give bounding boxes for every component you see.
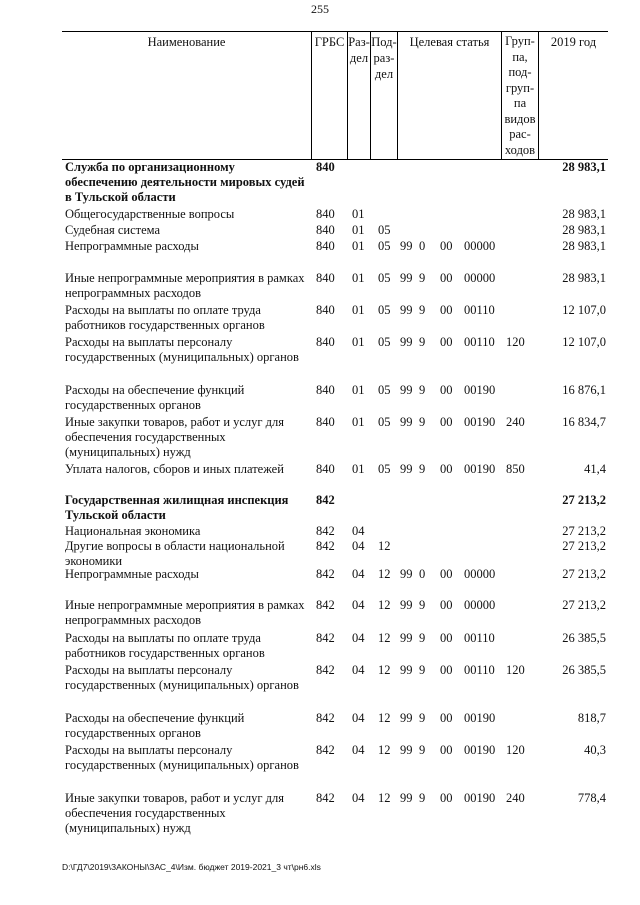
cell-b: 9	[419, 663, 426, 677]
table-row	[62, 524, 608, 539]
cell-pr: 12	[378, 711, 391, 725]
cell-d: 00000	[464, 271, 496, 285]
cell-rz: 01	[352, 462, 365, 476]
cell-grbs: 842	[316, 743, 335, 757]
cell-sum: 818,7	[577, 711, 606, 725]
cell-v: 240	[506, 415, 525, 429]
row-name: Иные закупки товаров, работ и услуг для обеспечения государственных (муниципальных) нужд	[65, 415, 285, 459]
cell-sum: 27 213,2	[562, 524, 606, 538]
cell-a: 99	[400, 663, 413, 677]
cell-rz: 01	[352, 271, 365, 285]
cell-rz: 01	[352, 383, 365, 397]
cell-b: 9	[419, 743, 426, 757]
cell-d: 00190	[464, 383, 496, 397]
cell-b: 9	[419, 383, 426, 397]
cell-pr: 05	[378, 335, 391, 349]
cell-sum: 40,3	[584, 743, 606, 757]
cell-grbs: 840	[316, 335, 335, 349]
header-grbs: ГРБС	[312, 32, 348, 159]
cell-sum: 26 385,5	[562, 631, 606, 645]
cell-rz: 04	[352, 567, 365, 581]
cell-a: 99	[400, 383, 413, 397]
cell-grbs: 842	[316, 493, 335, 507]
cell-c: 00	[440, 663, 453, 677]
cell-d: 00190	[464, 743, 496, 757]
row-name: Иные непрограммные мероприятия в рамках непрограммных расходов	[65, 598, 305, 627]
cell-b: 9	[419, 335, 426, 349]
row-name: Общегосударственные вопросы	[65, 207, 235, 221]
cell-grbs: 842	[316, 711, 335, 725]
cell-c: 00	[440, 271, 453, 285]
cell-pr: 05	[378, 223, 391, 237]
cell-a: 99	[400, 598, 413, 612]
cell-grbs: 842	[316, 791, 335, 805]
cell-b: 9	[419, 791, 426, 805]
cell-b: 9	[419, 271, 426, 285]
cell-rz: 04	[352, 743, 365, 757]
cell-pr: 12	[378, 539, 391, 553]
table-row	[62, 631, 608, 663]
row-name: Расходы на выплаты персоналу государственных (муниципальных) органов	[65, 335, 299, 364]
header-name: Наименование	[62, 32, 312, 159]
header-razdel: Раз- дел	[348, 32, 371, 159]
cell-sum: 28 983,1	[562, 223, 606, 237]
cell-sum: 41,4	[584, 462, 606, 476]
cell-grbs: 840	[316, 303, 335, 317]
header-target: Целевая статья	[398, 32, 502, 159]
table-row	[62, 160, 608, 207]
cell-pr: 05	[378, 239, 391, 253]
cell-sum: 12 107,0	[562, 335, 606, 349]
header-year: 2019 год	[550, 35, 597, 49]
cell-sum: 16 876,1	[562, 383, 606, 397]
cell-sum: 27 213,2	[562, 567, 606, 581]
cell-sum: 16 834,7	[562, 415, 606, 429]
cell-grbs: 842	[316, 524, 335, 538]
cell-pr: 12	[378, 791, 391, 805]
row-name: Расходы на обеспечение функций государственных органов	[65, 383, 245, 412]
cell-a: 99	[400, 462, 413, 476]
cell-pr: 05	[378, 462, 391, 476]
cell-a: 99	[400, 415, 413, 429]
row-name: Расходы на обеспечение функций государственных органов	[65, 711, 245, 740]
cell-v: 240	[506, 791, 525, 805]
cell-grbs: 840	[316, 160, 335, 174]
cell-grbs: 842	[316, 663, 335, 677]
cell-pr: 12	[378, 631, 391, 645]
cell-d: 00190	[464, 791, 496, 805]
table-row	[62, 539, 608, 567]
cell-sum: 28 983,1	[562, 207, 606, 221]
table-row	[62, 711, 608, 743]
cell-rz: 01	[352, 207, 365, 221]
cell-a: 99	[400, 303, 413, 317]
header-vid: Груп- па, под- груп- па видов рас- ходов	[502, 32, 539, 159]
cell-pr: 12	[378, 663, 391, 677]
table-header	[62, 31, 608, 160]
row-name: Уплата налогов, сборов и иных платежей	[65, 462, 284, 476]
cell-c: 00	[440, 462, 453, 476]
cell-grbs: 842	[316, 567, 335, 581]
cell-a: 99	[400, 743, 413, 757]
cell-c: 00	[440, 791, 453, 805]
table-row	[62, 239, 608, 271]
table-row	[62, 493, 608, 524]
cell-rz: 01	[352, 239, 365, 253]
row-name: Непрограммные расходы	[65, 239, 199, 253]
row-name: Служба по организационному обеспечению деятельности мировых судей в Тульской области	[65, 160, 305, 204]
cell-a: 99	[400, 271, 413, 285]
cell-pr: 05	[378, 383, 391, 397]
row-name: Расходы на выплаты персоналу государственных (муниципальных) органов	[65, 743, 299, 772]
row-name: Расходы на выплаты персоналу государственных (муниципальных) органов	[65, 663, 299, 692]
cell-pr: 12	[378, 567, 391, 581]
cell-rz: 01	[352, 223, 365, 237]
cell-c: 00	[440, 598, 453, 612]
row-name: Расходы на выплаты по оплате труда работников государственных органов	[65, 303, 265, 332]
cell-pr: 05	[378, 415, 391, 429]
cell-b: 9	[419, 415, 426, 429]
cell-a: 99	[400, 791, 413, 805]
table-row	[62, 791, 608, 839]
table-row	[62, 271, 608, 303]
cell-rz: 01	[352, 415, 365, 429]
cell-sum: 28 983,1	[562, 239, 606, 253]
cell-v: 120	[506, 743, 525, 757]
cell-grbs: 842	[316, 539, 335, 553]
cell-c: 00	[440, 567, 453, 581]
cell-rz: 04	[352, 711, 365, 725]
cell-c: 00	[440, 383, 453, 397]
row-name: Государственная жилищная инспекция Тульской области	[65, 493, 289, 522]
table-row	[62, 303, 608, 335]
cell-c: 00	[440, 239, 453, 253]
cell-pr: 12	[378, 743, 391, 757]
cell-d: 00190	[464, 415, 496, 429]
table-row	[62, 223, 608, 239]
cell-sum: 12 107,0	[562, 303, 606, 317]
table-row	[62, 207, 608, 223]
cell-rz: 04	[352, 539, 365, 553]
table-row	[62, 598, 608, 631]
cell-grbs: 840	[316, 239, 335, 253]
cell-grbs: 840	[316, 223, 335, 237]
cell-c: 00	[440, 743, 453, 757]
cell-a: 99	[400, 335, 413, 349]
page-number: 255	[311, 2, 329, 16]
row-name: Другие вопросы в области национальной экономики	[65, 539, 285, 568]
cell-sum: 27 213,2	[562, 539, 606, 553]
cell-grbs: 840	[316, 415, 335, 429]
cell-grbs: 840	[316, 462, 335, 476]
file-path-footer: D:\ГД7\2019\ЗАКОНЫ\ЗАС_4\Изм. бюджет 2019-2021_3 чт\рн6.xls	[62, 862, 321, 872]
cell-pr: 05	[378, 303, 391, 317]
table-row	[62, 743, 608, 791]
cell-b: 9	[419, 711, 426, 725]
table-row	[62, 663, 608, 711]
cell-rz: 04	[352, 598, 365, 612]
cell-d: 00110	[464, 303, 495, 317]
cell-d: 00110	[464, 663, 495, 677]
row-name: Иные закупки товаров, работ и услуг для обеспечения государственных (муниципальных) нужд	[65, 791, 285, 835]
cell-d: 00110	[464, 335, 495, 349]
cell-v: 120	[506, 335, 525, 349]
cell-c: 00	[440, 303, 453, 317]
cell-a: 99	[400, 239, 413, 253]
cell-rz: 01	[352, 335, 365, 349]
cell-grbs: 842	[316, 631, 335, 645]
row-name: Национальная экономика	[65, 524, 201, 538]
cell-c: 00	[440, 335, 453, 349]
header-podrazdel: Под- раз- дел	[371, 32, 398, 159]
cell-d: 00000	[464, 598, 496, 612]
cell-sum: 27 213,2	[562, 493, 606, 507]
cell-b: 0	[419, 239, 426, 253]
cell-grbs: 840	[316, 383, 335, 397]
cell-grbs: 840	[316, 271, 335, 285]
cell-rz: 04	[352, 663, 365, 677]
cell-d: 00190	[464, 711, 496, 725]
row-name: Судебная система	[65, 223, 161, 237]
cell-rz: 04	[352, 524, 365, 538]
cell-a: 99	[400, 631, 413, 645]
cell-c: 00	[440, 415, 453, 429]
cell-grbs: 840	[316, 207, 335, 221]
cell-a: 99	[400, 567, 413, 581]
cell-b: 9	[419, 303, 426, 317]
row-name: Иные непрограммные мероприятия в рамках непрограммных расходов	[65, 271, 305, 300]
table-body	[62, 160, 608, 839]
cell-d: 00000	[464, 567, 496, 581]
table-row	[62, 335, 608, 383]
table-row	[62, 415, 608, 462]
table-row	[62, 383, 608, 415]
cell-grbs: 842	[316, 598, 335, 612]
cell-sum: 778,4	[577, 791, 606, 805]
cell-sum: 27 213,2	[562, 598, 606, 612]
cell-b: 0	[419, 567, 426, 581]
row-name: Непрограммные расходы	[65, 567, 199, 581]
cell-sum: 28 983,1	[562, 271, 606, 285]
cell-v: 120	[506, 663, 525, 677]
cell-d: 00000	[464, 239, 496, 253]
cell-rz: 04	[352, 791, 365, 805]
cell-b: 9	[419, 598, 426, 612]
cell-b: 9	[419, 631, 426, 645]
table-row	[62, 462, 608, 493]
cell-sum: 26 385,5	[562, 663, 606, 677]
cell-c: 00	[440, 711, 453, 725]
cell-pr: 05	[378, 271, 391, 285]
cell-c: 00	[440, 631, 453, 645]
cell-b: 9	[419, 462, 426, 476]
cell-sum: 28 983,1	[562, 160, 606, 174]
cell-a: 99	[400, 711, 413, 725]
cell-rz: 01	[352, 303, 365, 317]
row-name: Расходы на выплаты по оплате труда работников государственных органов	[65, 631, 265, 660]
table-row	[62, 567, 608, 598]
cell-d: 00190	[464, 462, 496, 476]
cell-d: 00110	[464, 631, 495, 645]
cell-pr: 12	[378, 598, 391, 612]
cell-v: 850	[506, 462, 525, 476]
cell-rz: 04	[352, 631, 365, 645]
